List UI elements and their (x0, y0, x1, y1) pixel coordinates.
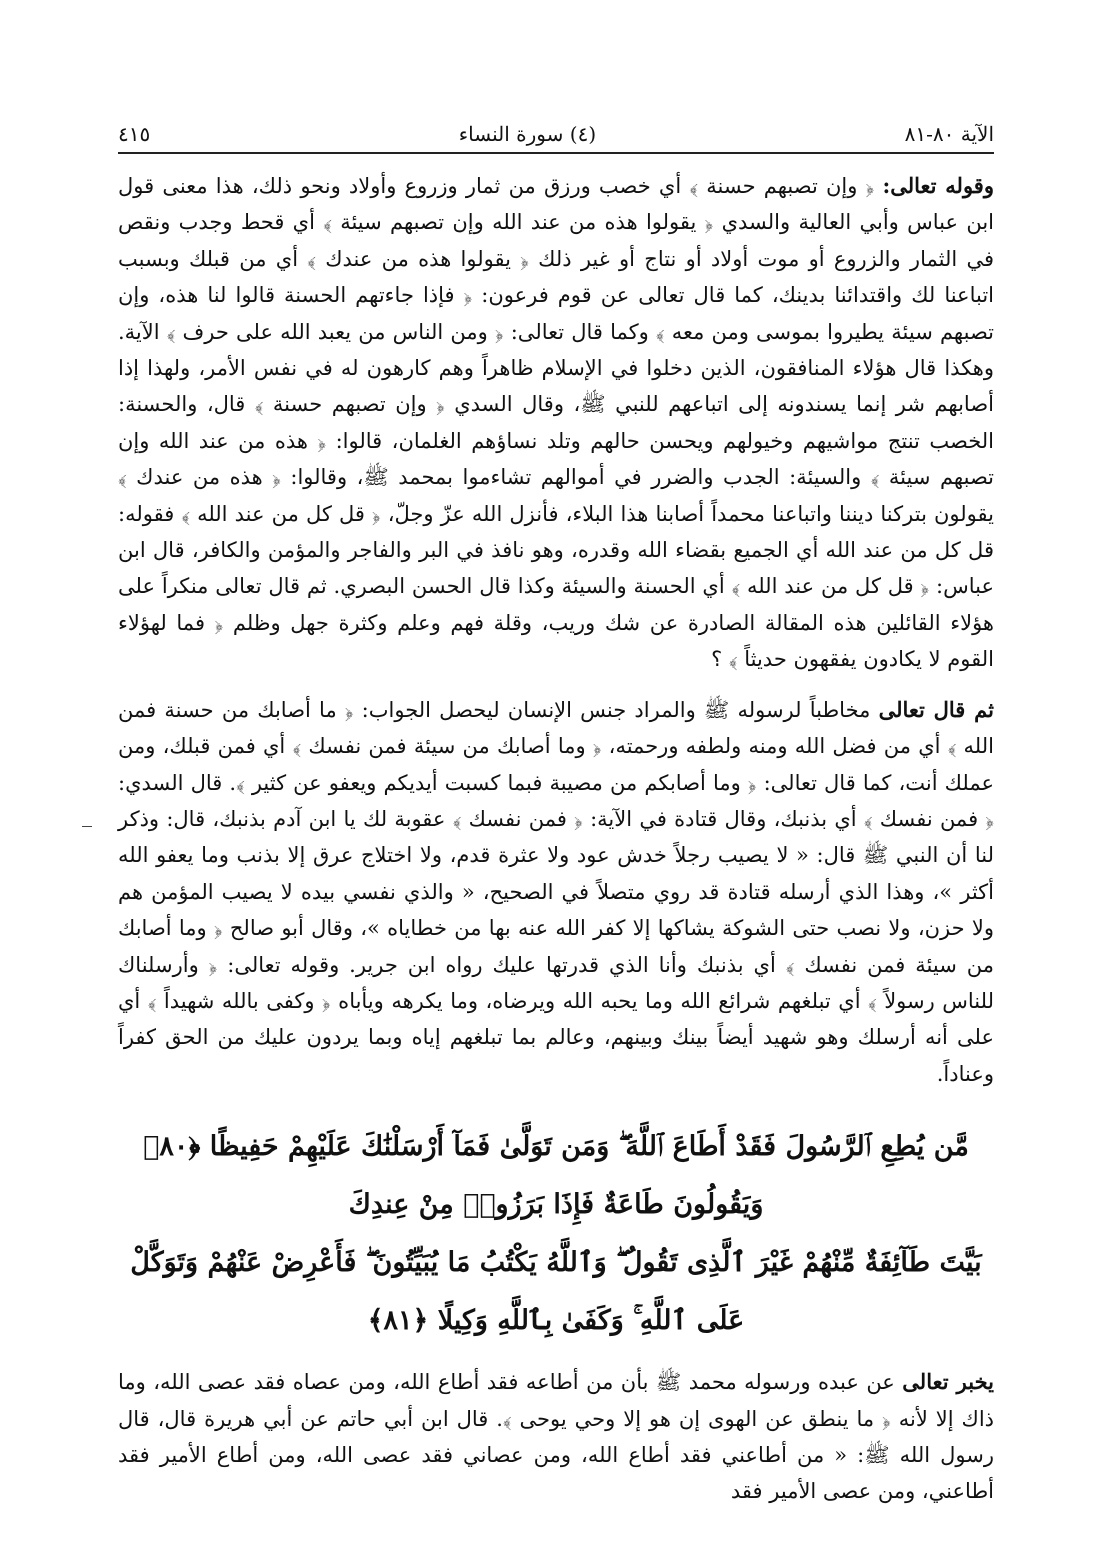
paragraph-1-text: ﴿ وإن تصبهم حسنة ﴾ أي خصب ورزق من ثمار وزروع وأولاد ونحو ذلك، هذا معنى قول ابن عباس وأبي العالية والسدي ﴿ يقولوا هذه من عند الله وإن تصبهم سيئة ﴾ أي قحط وجدب ونقص في الثمار والزروع أو موت أولاد أو نتاج أو غير ذلك ﴿ يقولوا هذه من عندك ﴾ أي من قبلك وبسبب اتباعنا لك واقتدائنا بدينك، كما قال تعالى عن قوم فرعون: ﴿ فإذا جاءتهم الحسنة قالوا لنا هذه، وإن تصبهم سيئة يطيروا بموسى ومن معه ﴾ وكما قال تعالى: ﴿ ومن الناس من يعبد الله على حرف ﴾ الآية. وهكذا قال هؤلاء المنافقون، الذين دخلوا في الإسلام ظاهراً وهم كارهون له في نفس الأمر، ولهذا إذا أصابهم شر إنما يسندونه إلى اتباعهم للنبي ﷺ، وقال السدي ﴿ وإن تصبهم حسنة ﴾ قال، والحسنة: الخصب تنتج مواشيهم وخيولهم ويحسن حالهم وتلد نساؤهم الغلمان، قالوا: ﴿ هذه من عند الله وإن تصبهم سيئة ﴾ والسيئة: الجدب والضرر في أموالهم تشاءموا بمحمد ﷺ، وقالوا: ﴿ هذه من عندك ﴾ يقولون بتركنا ديننا واتباعنا محمداً أصابنا هذا البلاء، فأنزل الله عزّ وجلّ، ﴿ قل كل من عند الله ﴾ فقوله: قل كل من عند الله أي الجميع بقضاء الله وقدره، وهو نافذ في البر والفاجر والمؤمن والكافر، قال ابن عباس: ﴿ قل كل من عند الله ﴾ أي الحسنة والسيئة وكذا قال الحسن البصري. ثم قال تعالى منكراً على هؤلاء القائلين هذه المقالة الصادرة عن شك وريب، وقلة فهم وعلم وكثرة جهل وظلم ﴿ فما لهؤلاء القوم لا يكادون يفقهون حديثاً ﴾ ؟ (118, 174, 994, 672)
paragraph-1-lead: وقوله تعالى: (882, 173, 994, 198)
commentary-paragraph-1 (118, 168, 994, 678)
page-header (118, 118, 994, 150)
page-number: ٤١٥ (118, 122, 151, 146)
commentary-paragraph-2 (118, 692, 994, 1092)
paragraph-2-lead: ثم قال تعالى (878, 696, 994, 722)
header-divider (118, 152, 994, 154)
paragraph-3-lead: يخبر تعالى (902, 1369, 994, 1395)
ayah-range: الآية ٨٠-٨١ (904, 122, 994, 146)
verse-line-2: بَيَّتَ طَآئِفَةٌ مِّنْهُمْ غَيْرَ ٱلَّذِى تَقُولُ ۖ وَٱللَّهُ يَكْتُبُ مَا يُبَيِّتُونَ ۖ فَأَعْرِضْ عَنْهُمْ وَتَوَكَّلْ عَلَى ٱللَّهِ ۚ وَكَفَىٰ بِٱللَّهِ وَكِيلًا ﴿٨١﴾ (130, 1247, 982, 1337)
verse-line-1: مَّن يُطِعِ ٱلرَّسُولَ فَقَدْ أَطَاعَ ٱللَّهَ ۖ وَمَن تَوَلَّىٰ فَمَآ أَرْسَلْنَٰكَ عَلَيْهِمْ حَفِيظًا ﴿٨٠﴾ وَيَقُولُونَ طَاعَةٌ فَإِذَا بَرَزُوا۟ مِنْ عِندِكَ (143, 1131, 969, 1221)
commentary-paragraph-3 (118, 1364, 994, 1510)
margin-mark (82, 826, 92, 827)
quran-verse-block (118, 1118, 994, 1350)
page-body (118, 168, 994, 1510)
surah-title: (٤) سورة النساء (458, 122, 597, 146)
paragraph-2-text: مخاطباً لرسوله ﷺ والمراد جنس الإنسان ليحصل الجواب: ﴿ ما أصابك من حسنة فمن الله ﴾ أي من فضل الله ومنه ولطفه ورحمته، ﴿ وما أصابك من سيئة فمن نفسك ﴾ أي فمن قبلك، ومن عملك أنت، كما قال تعالى: ﴿ وما أصابكم من مصيبة فبما كسبت أيديكم ويعفو عن كثير ﴾. قال السدي: ﴿ فمن نفسك ﴾ أي بذنبك، وقال قتادة في الآية: ﴿ فمن نفسك ﴾ عقوبة لك يا ابن آدم بذنبك، قال: وذكر لنا أن النبي ﷺ قال: « لا يصيب رجلاً خدش عود ولا عثرة قدم، ولا اختلاج عرق إلا بذنب وما يعفو الله أكثر »، وهذا الذي أرسله قتادة قد روي متصلاً في الصحيح، « والذي نفسي بيده لا يصيب المؤمن هم ولا حزن، ولا نصب حتى الشوكة يشاكها إلا كفر الله عنه بها من خطاياه »، وقال أبو صالح ﴿ وما أصابك من سيئة فمن نفسك ﴾ أي بذنبك وأنا الذي قدرتها عليك رواه ابن جرير. وقوله تعالى: ﴿ وأرسلناك للناس رسولاً ﴾ أي تبلغهم شرائع الله وما يحبه الله ويرضاه، وما يكرهه ويأباه ﴿ وكفى بالله شهيداً ﴾ أي على أنه أرسلك وهو شهيد أيضاً بينك وبينهم، وعالم بما تبلغهم إياه وبما يردون عليك من الحق كفراً وعناداً. (118, 697, 994, 1086)
paragraph-3-text: عن عبده ورسوله محمد ﷺ بأن من أطاعه فقد أطاع الله، ومن عصاه فقد عصى الله، وما ذاك إلا لأنه ﴿ ما ينطق عن الهوى إن هو إلا وحي يوحى ﴾. قال ابن أبي حاتم عن أبي هريرة قال، قال رسول الله ﷺ: « من أطاعني فقد أطاع الله، ومن عصاني فقد عصى الله، ومن أطاع الأمير فقد أطاعني، ومن عصى الأمير فقد (118, 1370, 994, 1504)
